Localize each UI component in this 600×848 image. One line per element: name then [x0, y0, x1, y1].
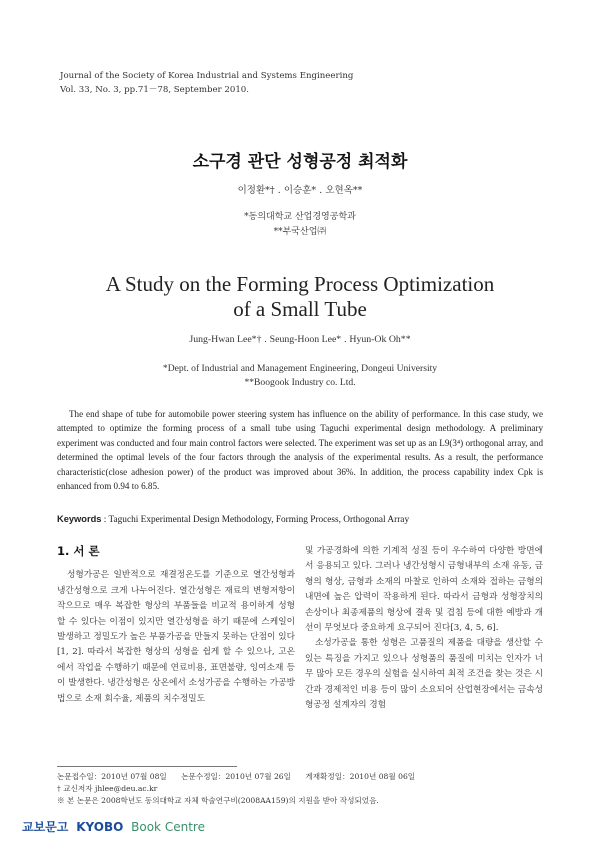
keywords-label: Keywords — [57, 514, 102, 524]
received-date: 논문접수일：2010년 07월 08일 — [57, 772, 167, 781]
footnotes — [57, 771, 427, 807]
authors-english: Jung-Hwan Lee*† ․ Seung-Hoon Lee* ․ Hyun-Ok Oh** — [189, 334, 411, 345]
title-korean: 소구경 관단 성형공정 최적화 — [192, 152, 408, 172]
body-paragraph: 소성가공을 통한 성형은 고품질의 제품을 대량을 생산할 수 있는 특징을 가지고 있으나 성형품의 품질에 미치는 인자가 너무 많아 모든 경우의 실험을 실시하여 최적 조건을 찾는 것은 시간과 경제적인 비용 등이 많이 소요되어 산업현장에서는 금속성형공정 설계자의 경험 — [305, 638, 543, 711]
affiliation-ko-2: **부국산업㈜ — [273, 227, 327, 237]
body-paragraph: 성형가공은 일반적으로 재결정온도를 기준으로 열간성형과 냉간성형으로 크게 나누어진다. 열간성형은 재료의 변형저항이 작으므로 매우 복잡한 형상의 부품들을 비교적 용이하게 성형 할 수 있다는 이점이 있지만 열간성형을 하기 때문에 스케일이 발생하고 정밀도가 높은 부품가공을 만들지 못하는 단점이 있다[1, 2]. 따라서 복잡한 형상의 성형을 쉽게 할 수 있으나, 고온에서 작업을 수행하기 때문에 연료비용, 표면불량, 잉여소재 등이 발생한다. 냉간성형은 상온에서 소성가공을 수행하는 가공방법으로 소재 회수율, 제품의 치수정밀도 — [57, 570, 295, 704]
keywords-text: : Taguchi Experimental Design Methodology, Forming Process, Orthogonal Array — [103, 515, 410, 525]
affiliation-ko-1: *동의대학교 산업경영공학과 — [244, 212, 356, 222]
logo-korean: 교보문고 — [22, 820, 69, 834]
title-english-line-1: A Study on the Forming Process Optimization — [105, 272, 495, 296]
logo-english: KYOBO — [76, 820, 124, 834]
journal-name: Journal of the Society of Korea Industrial and Systems Engineering — [60, 71, 354, 81]
abstract: The end shape of tube for automobile power steering system has influence on the ability of performance. In this case study, we attempted to optimize the forming process of a small tube using Taguchi experimental design methodology. A preliminary experiment was conducted and four main control factors were selected. The experiment was set up as an L9(3⁴) orthogonal array, and determined the optimal levels of the four factors through the analysis of the experimental results. As a result, the performance characteristic(close adhesion power) of the product was improved about 36%. In addition, the process capability index Cpk is enhanced from 0.94 to 6.85. — [57, 409, 543, 492]
title-english — [0, 272, 600, 322]
affiliation-en-1: *Dept. of Industrial and Management Engineering, Dongeui University — [162, 363, 438, 374]
footnote-divider — [57, 766, 237, 767]
section-heading: 1. 서 론 — [57, 544, 100, 558]
column-left — [57, 544, 295, 707]
corresponding-author: † 교신저자 jhlee@deu.ac.kr — [57, 784, 158, 793]
kyobo-logo — [22, 818, 205, 835]
accepted-date: 게재확정일：2010년 08월 06일 — [305, 772, 416, 781]
authors-korean: 이정환*† ․ 이승훈* ․ 오현옥** — [237, 185, 363, 196]
funding-note: ※ 본 논문은 2008학년도 동의대학교 자체 학술연구비(2008AA159)의 지원을 받아 작성되었음. — [57, 796, 379, 805]
keywords — [57, 514, 409, 525]
submission-dates — [57, 771, 427, 783]
body-paragraph: 및 가공경화에 의한 기계적 성질 등이 우수하여 다양한 방면에서 응용되고 있다. 그러나 냉간성형시 금형내부의 소재 유동, 금형의 형상, 금형과 소재의 마찰로 인하여 소재와 접하는 금형의 내면에 높은 압력이 작용하게 된다. 따라서 금형과 성형장치의 손상이나 최종제품의 형상에 결육 및 겹침 등에 대한 예방과 개선이 무엇보다 중요하게 요구되어 진다[3, 4, 5, 6]. — [305, 546, 543, 634]
journal-volume: Vol. 33, No. 3, pp.71－78, September 2010. — [60, 84, 249, 95]
column-right — [305, 544, 543, 713]
affiliation-en-2: **Boogook Industry co. Ltd. — [244, 377, 356, 388]
revised-date: 논문수정일：2010년 07월 26일 — [181, 772, 291, 781]
title-english-line-2: of a Small Tube — [233, 297, 367, 321]
logo-suffix: Book Centre — [131, 820, 205, 834]
affiliations-english — [0, 362, 600, 390]
affiliations-korean — [0, 210, 600, 240]
journal-header — [60, 70, 353, 97]
